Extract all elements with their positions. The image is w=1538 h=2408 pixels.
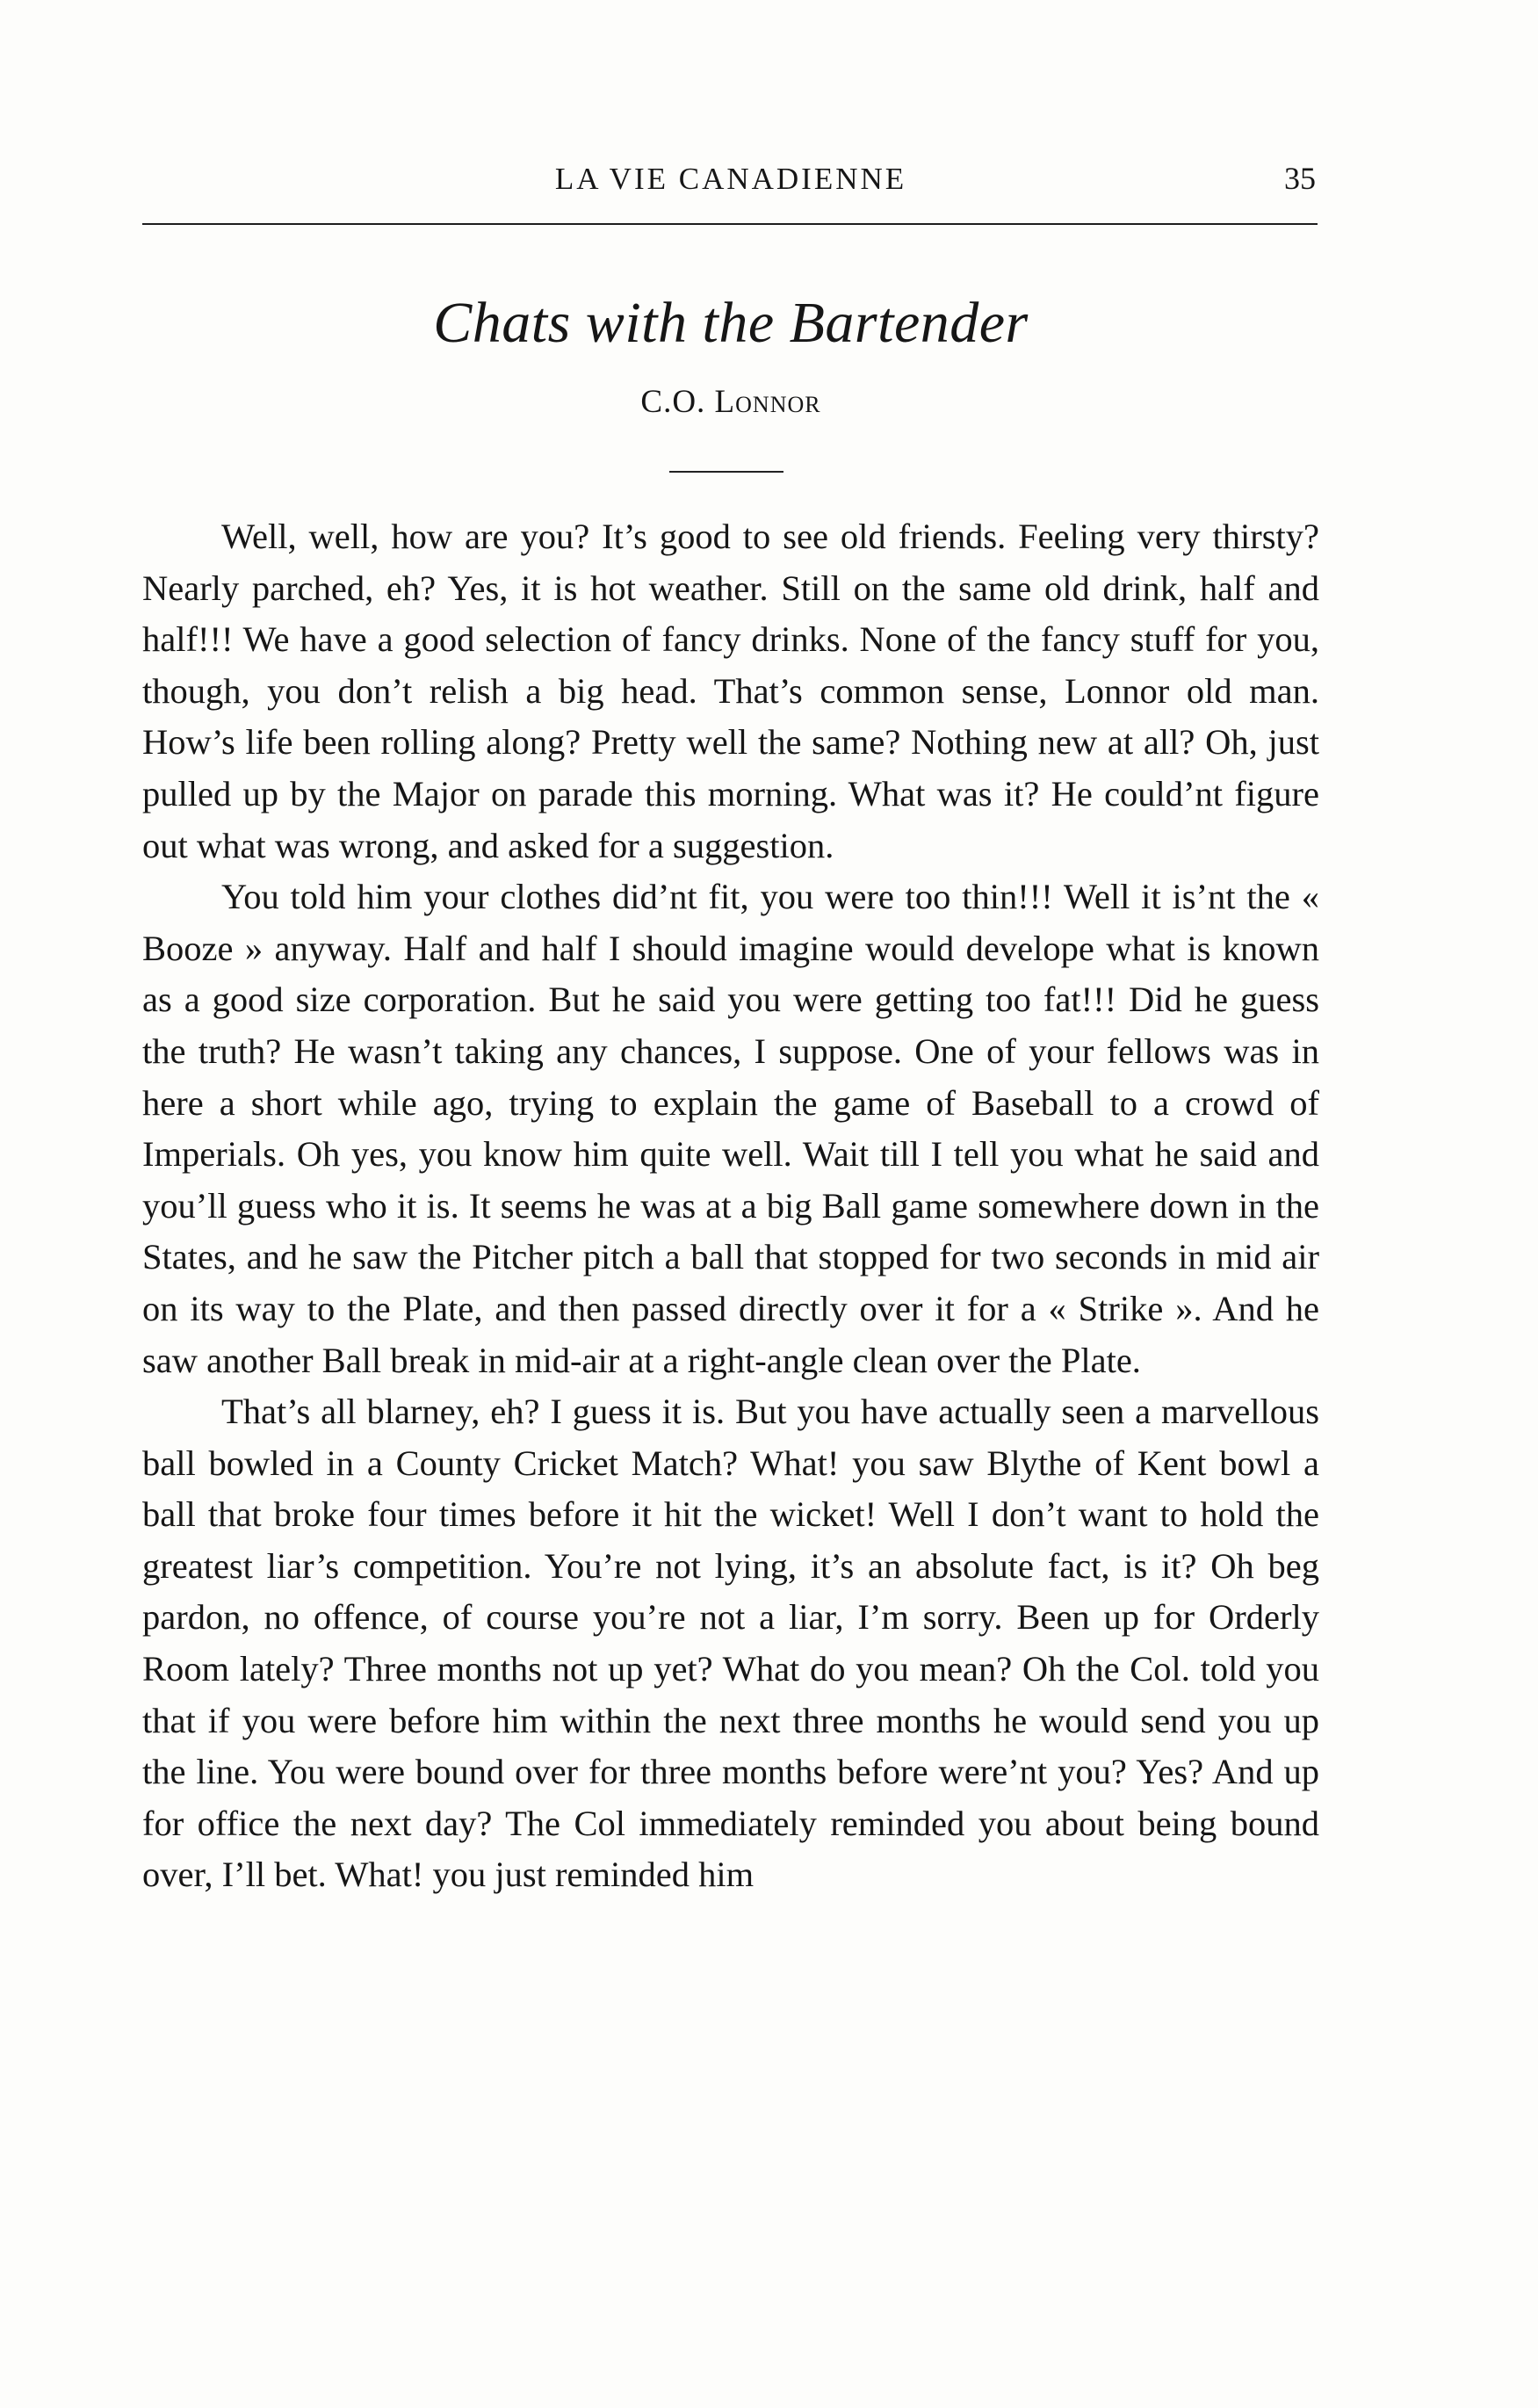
- title-divider: [669, 471, 783, 473]
- article-byline: C.O. Lonnor: [640, 384, 821, 420]
- article-title: Chats with the Bartender: [433, 291, 1029, 355]
- header-divider: [142, 223, 1318, 225]
- paragraph: Well, well, how are you? It’s good to see old friends. Feeling very thirsty? Nearly parched, eh? Yes, it is hot weather. Still on the same old drink, half and half!!! We have a good selection of fancy drinks. None of the fancy stuff for you, though, you don’t relish a big head. That’s common sense, Lonnor old man. How’s life been rolling along? Pretty well the same? Nothing new at all? Oh, just pulled up by the Major on parade this morning. What was it? He could’nt figure out what was wrong, and asked for a suggestion.: [142, 517, 1319, 865]
- running-header: [142, 156, 1319, 209]
- article-body: [142, 511, 1319, 1901]
- paragraph: You told him your clothes did’nt fit, you were too thin!!! Well it is’nt the « Booze » anyway. Half and half I should imagine would develope what is known as a good size corporation. But he said you were getting too fat!!! Did he guess the truth? He wasn’t taking any chances, I suppose. One of your fellows was in here a short while ago, trying to explain the game of Baseball to a crowd of Imperials. Oh yes, you know him quite well. Wait till I tell you what he said and you’ll guess who it is. It seems he was at a big Ball game somewhere down in the States, and he saw the Pitcher pitch a ball that stopped for two seconds in mid air on its way to the Plate, and then passed directly over it for a « Strike ». And he saw another Ball break in mid-air at a right-angle clean over the Plate.: [142, 877, 1319, 1380]
- journal-title: LA VIE CANADIENNE: [554, 162, 907, 196]
- paragraph: That’s all blarney, eh? I guess it is. But you have actually seen a marvellous ball bowled in a County Cricket Match? What! you saw Blythe of Kent bowl a ball that broke four times before it hit the wicket! Well I don’t want to hold the greatest liar’s competition. You’re not lying, it’s an absolute fact, is it? Oh beg pardon, no offence, of course you’re not a liar, I’m sorry. Been up for Orderly Room lately? Three months not up yet? What do you mean? Oh the Col. told you that if you were before him within the next three months he would send you up the line. You were bound over for three months before were’nt you? Yes? And up for office the next day? The Col immediately reminded you about being bound over, I’ll bet. What! you just reminded him: [142, 1392, 1319, 1895]
- page-number: 35: [1284, 161, 1316, 196]
